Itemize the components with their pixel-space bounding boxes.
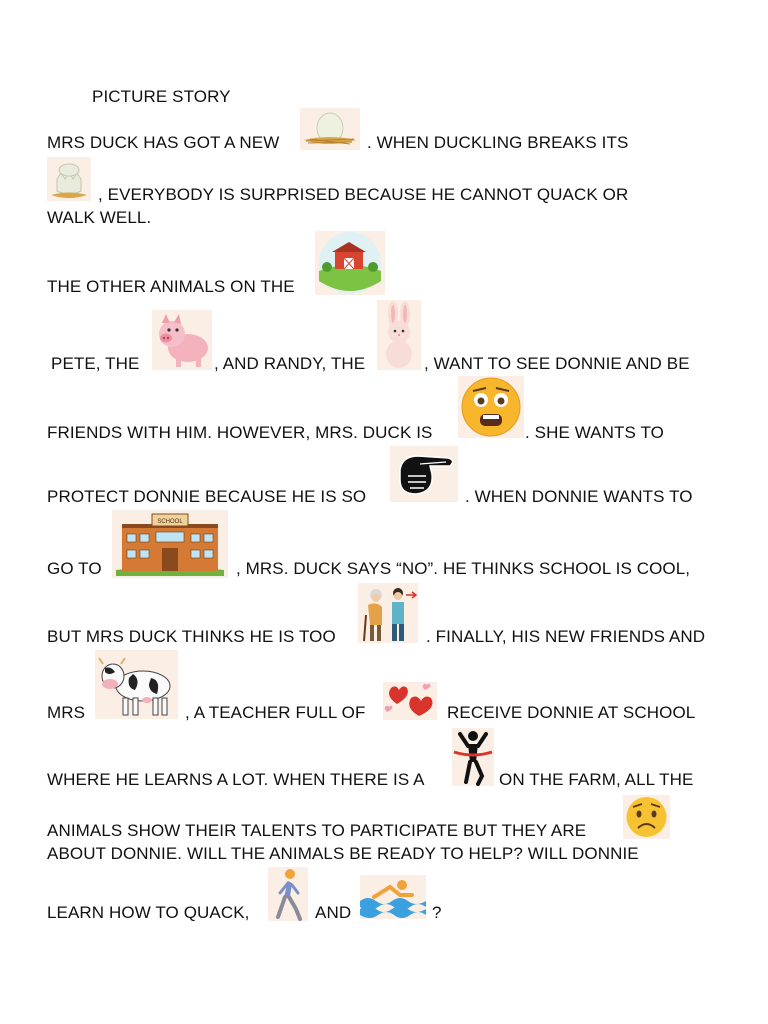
svg-text:SCHOOL: SCHOOL [157, 519, 183, 525]
story-text: WHERE HE LEARNS A LOT. WHEN THERE IS A [47, 770, 425, 789]
story-text: , WANT TO SEE DONNIE AND BE [424, 354, 690, 373]
cow-icon [95, 650, 178, 719]
story-text: ON THE FARM, ALL THE [499, 770, 694, 789]
story-text: ? [432, 903, 442, 922]
story-text: , EVERYBODY IS SURPRISED BECAUSE HE CANNOT QUACK OR [98, 185, 629, 204]
story-text: RECEIVE DONNIE AT SCHOOL [447, 703, 696, 722]
hearts-icon [383, 682, 437, 720]
story-text: . SHE WANTS TO [525, 423, 664, 442]
story-text: ANIMALS SHOW THEIR TALENTS TO PARTICIPATE BUT THEY ARE [47, 821, 587, 840]
story-text: WALK WELL. [47, 208, 152, 227]
worried-face-icon [623, 795, 670, 839]
story-text: THE OTHER ANIMALS ON THE [47, 277, 295, 296]
scared-face-icon [458, 376, 524, 438]
story-text: , A TEACHER FULL OF [185, 703, 366, 722]
story-text: . WHEN DUCKLING BREAKS ITS [367, 133, 629, 152]
pig-icon [152, 310, 212, 370]
pointing-hand-icon [390, 446, 458, 502]
school-icon [112, 510, 228, 578]
story-text: , AND RANDY, THE [214, 354, 366, 373]
story-text: BUT MRS DUCK THINKS HE IS TOO [47, 627, 336, 646]
story-text: . WHEN DONNIE WANTS TO [465, 487, 693, 506]
story-text: MRS DUCK HAS GOT A NEW [47, 133, 280, 152]
elderly-couple-icon [358, 583, 418, 643]
story-text: LEARN HOW TO QUACK, [47, 903, 250, 922]
story-text: FRIENDS WITH HIM. HOWEVER, MRS. DUCK IS [47, 423, 433, 442]
story-text: MRS [47, 703, 86, 722]
farm-icon [315, 231, 385, 295]
page-title: PICTURE STORY [92, 87, 231, 106]
walking-person-icon [268, 867, 308, 921]
story-text: , MRS. DUCK SAYS “NO”. HE THINKS SCHOOL IS COOL, [236, 559, 691, 578]
story-text: GO TO [47, 559, 102, 578]
story-text: ABOUT DONNIE. WILL THE ANIMALS BE READY TO HELP? WILL DONNIE [47, 844, 639, 863]
race-finish-icon [452, 728, 494, 786]
story-text: PROTECT DONNIE BECAUSE HE IS SO [47, 487, 367, 506]
story-text: AND [315, 903, 352, 922]
egg-in-nest-icon [300, 108, 360, 150]
cracked-egg-icon [47, 157, 91, 201]
story-text: PETE, THE [51, 354, 140, 373]
rabbit-icon [377, 300, 421, 370]
story-text: . FINALLY, HIS NEW FRIENDS AND [426, 627, 706, 646]
swimmer-icon [360, 875, 426, 919]
